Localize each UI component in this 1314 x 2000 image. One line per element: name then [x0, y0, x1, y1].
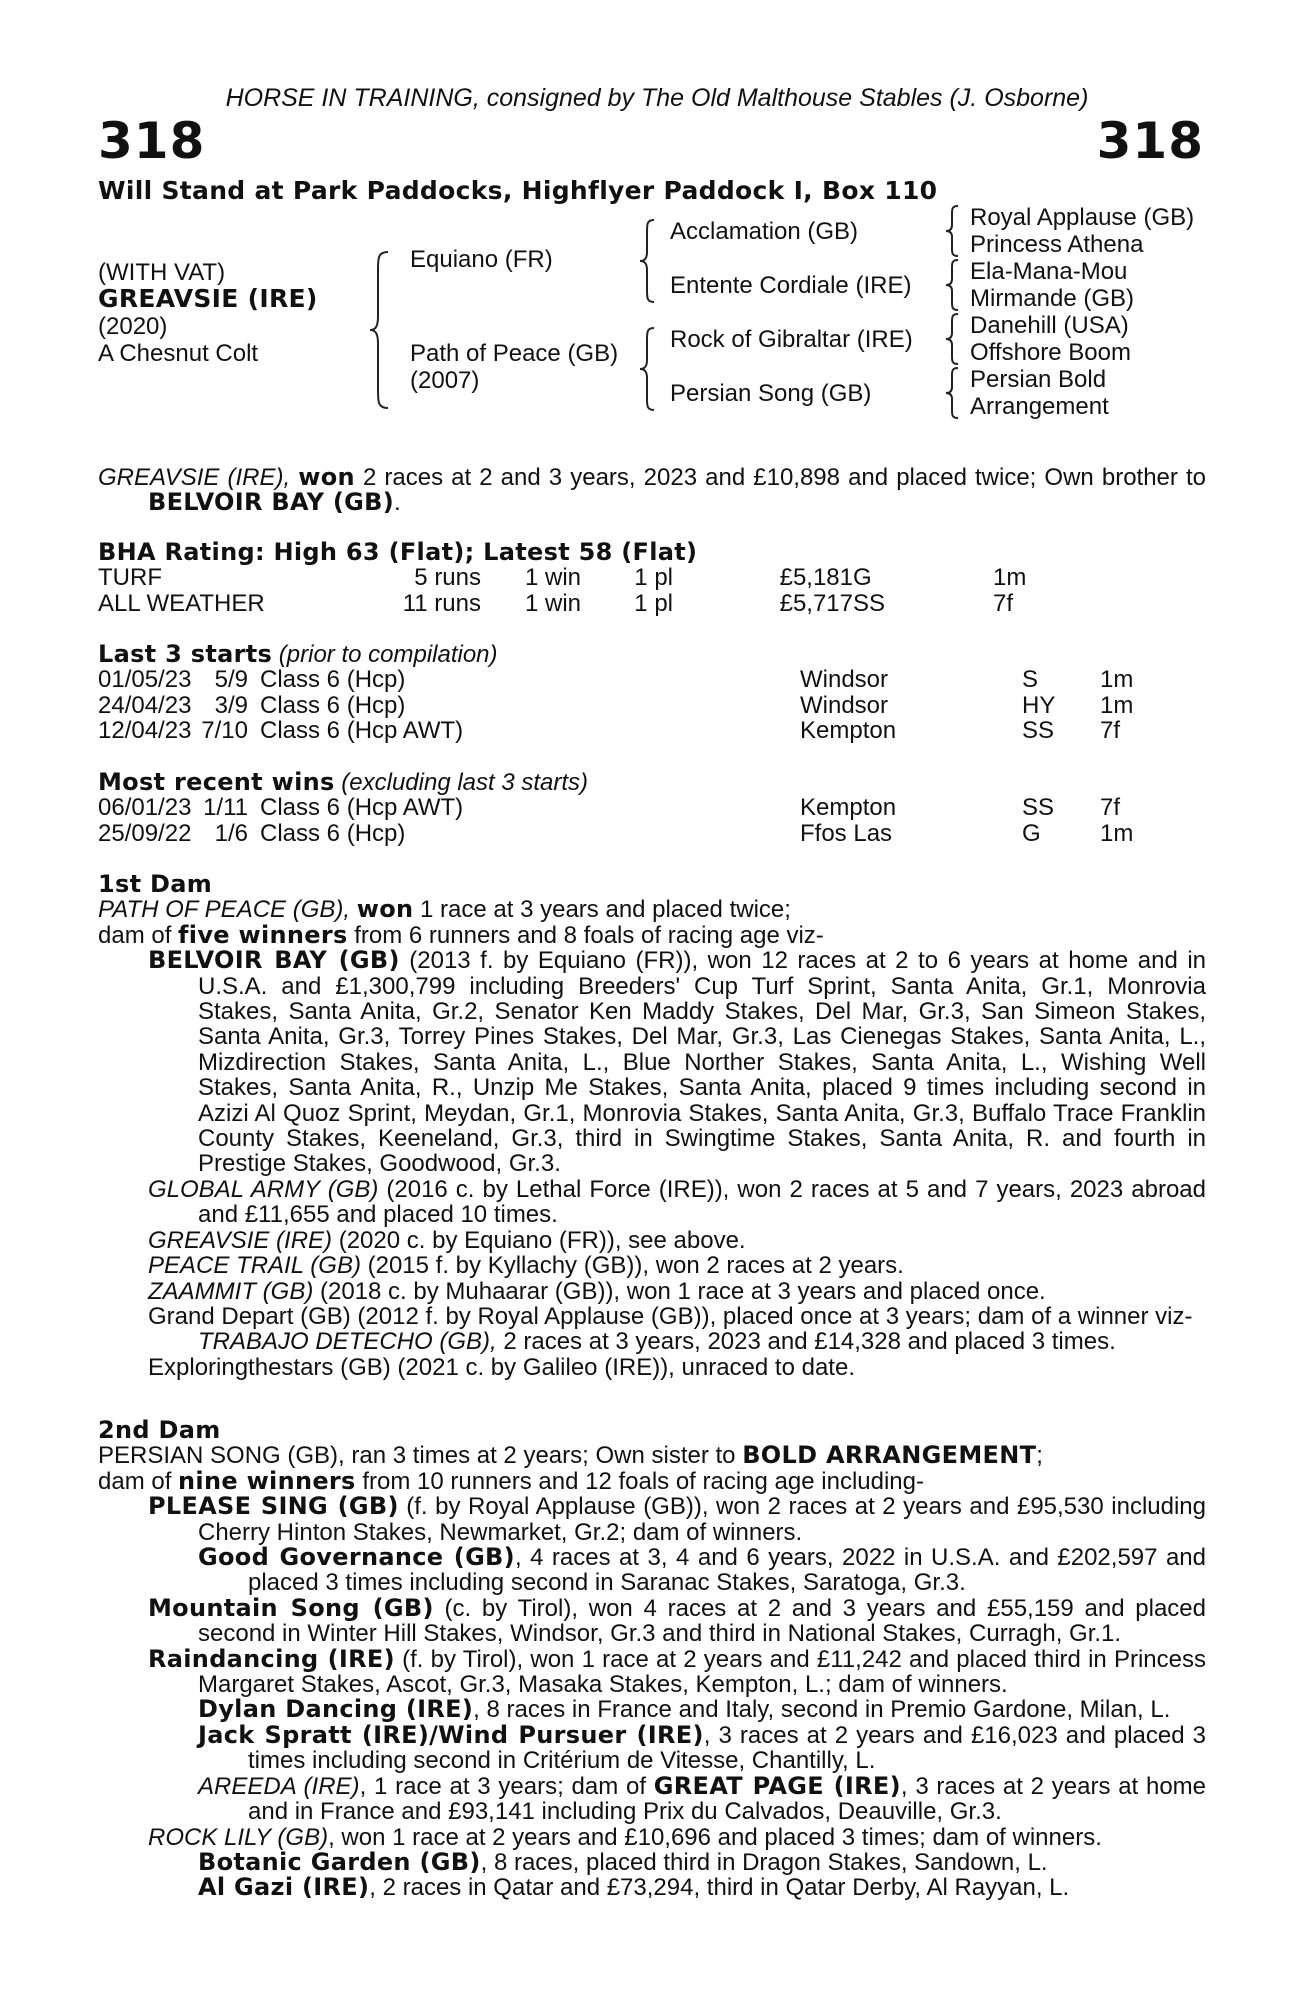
- last3-table: [98, 667, 1180, 743]
- last3-date: 12/04/23: [98, 717, 192, 745]
- horse-description: A Chesnut Colt: [98, 340, 259, 367]
- bha-runs: 11 runs: [402, 589, 481, 617]
- recent-row: [98, 795, 1180, 820]
- second-dam-section: [98, 1418, 1206, 1901]
- dam1-progeny-a: dam of: [98, 921, 179, 949]
- bha-pl: 1 pl: [634, 564, 673, 592]
- recent-course: Ffos Las: [800, 819, 893, 847]
- recent-dist: 7f: [1100, 794, 1121, 822]
- mountain-song-name: Mountain Song (GB): [148, 1593, 434, 1622]
- lot-number-left: 318: [98, 112, 206, 170]
- bha-section: [98, 540, 1206, 616]
- al-gazi-name: Al Gazi (IRE): [198, 1873, 370, 1902]
- last3-note: (prior to compilation): [278, 641, 498, 668]
- last3-course: Windsor: [800, 666, 889, 694]
- stand-location: Will Stand at Park Paddocks, Highflyer Paddock I, Box 110: [98, 176, 938, 205]
- bha-row: [98, 565, 1113, 590]
- belvoir-bay-name: BELVOIR BAY (GB): [148, 946, 400, 975]
- bha-wins: 1 win: [524, 564, 581, 592]
- last3-course: Kempton: [800, 717, 897, 745]
- recent-date: 25/09/22: [98, 819, 192, 847]
- consignor-header: HORSE IN TRAINING, consigned by The Old Malthouse Stables (J. Osborne): [225, 84, 1089, 112]
- dylan-dancing-name: Dylan Dancing (IRE): [198, 1695, 474, 1724]
- summary-won: won: [298, 463, 355, 491]
- horse-name: GREAVSIE (IRE): [98, 284, 318, 313]
- horse-year: (2020): [98, 313, 168, 340]
- bha-wins: 1 win: [524, 589, 581, 617]
- recent-section: [98, 770, 1206, 846]
- bha-surface: ALL WEATHER: [98, 589, 265, 617]
- second-dam-heading: 2nd Dam: [98, 1416, 221, 1444]
- zaammit-text: (2018 c. by Muhaarar (GB)), won 1 race at 3 years and placed once.: [313, 1277, 1046, 1305]
- last3-pos: 5/9: [214, 666, 248, 694]
- raindancing-name: Raindancing (IRE): [148, 1644, 395, 1673]
- dam2-text-a: PERSIAN SONG (GB), ran 3 times at 2 years; Own sister to: [98, 1442, 743, 1470]
- last3-dist: 1m: [1100, 666, 1134, 694]
- dam1-won: won: [356, 895, 414, 924]
- lot-number-right: 318: [1096, 112, 1204, 170]
- first-dam-heading: 1st Dam: [98, 870, 213, 898]
- great-page-name: GREAT PAGE (IRE): [653, 1771, 901, 1800]
- raindancing-text: (f. by Tirol), won 1 race at 2 years and £11,242 and placed third in Princess Margaret Stakes, Ascot, Gr.3, Masaka Stakes, Kempton, L.; dam of winners.: [198, 1645, 1206, 1699]
- trabajo-detecho-name: TRABAJO DETECHO (GB),: [198, 1328, 497, 1356]
- last3-pos: 3/9: [214, 691, 248, 719]
- recent-row: [98, 821, 1180, 846]
- global-army-name: GLOBAL ARMY (GB): [148, 1175, 379, 1203]
- pedigree-dsd: Offshore Boom: [970, 339, 1131, 366]
- pedigree-dam-sire: Rock of Gibraltar (IRE): [670, 326, 913, 353]
- zaammit-name: ZAAMMIT (GB): [148, 1277, 314, 1305]
- last3-going: HY: [1022, 691, 1056, 719]
- recent-cls: Class 6 (Hcp AWT): [260, 794, 464, 822]
- bha-table: [98, 565, 1113, 616]
- please-sing-name: PLEASE SING (GB): [148, 1492, 399, 1521]
- pedigree-brace-ds: [944, 312, 962, 366]
- areeda-text-1: , 1 race at 3 years; dam of: [359, 1772, 654, 1800]
- good-governance-text: , 4 races at 3, 4 and 6 years, 2022 in U.S.A. and £202,597 and placed 3 times including second in Saranac Stakes, Saratoga, Gr.3.: [248, 1544, 1207, 1597]
- last3-cls: Class 6 (Hcp): [260, 691, 406, 719]
- pedigree-brace-ss: [944, 204, 962, 258]
- greavsie-name: GREAVSIE (IRE): [148, 1226, 333, 1254]
- pedigree-ddd: Arrangement: [970, 393, 1109, 420]
- pedigree-sire-sire: Acclamation (GB): [670, 218, 859, 245]
- greavsie-text: (2020 c. by Equiano (FR)), see above.: [332, 1226, 746, 1254]
- mountain-song-text: (c. by Tirol), won 4 races at 2 and 3 years and £55,159 and placed second in Winter Hill Stakes, Windsor, Gr.3 and third in National Stakes, Curragh, Gr.1.: [198, 1594, 1207, 1648]
- trabajo-detecho-text: 2 races at 3 years, 2023 and £14,328 and placed 3 times.: [496, 1328, 1116, 1356]
- bha-dist: 1m: [993, 564, 1027, 592]
- last3-row: [98, 693, 1180, 718]
- jack-spratt-text: , 3 races at 2 years and £16,023 and placed 3 times including second in Critérium de Vitesse, Chantilly, L.: [248, 1721, 1206, 1775]
- pedigree-dds: Persian Bold: [970, 366, 1107, 393]
- bha-pl: 1 pl: [634, 589, 673, 617]
- dam2-progeny-c: from 10 runners and 12 foals of racing age including-: [355, 1467, 924, 1495]
- pedigree-dam: Path of Peace (GB): [410, 340, 619, 367]
- recent-pos: 1/11: [203, 794, 248, 822]
- areeda-name: AREEDA (IRE): [198, 1772, 360, 1800]
- dylan-dancing-text: , 8 races in France and Italy, second in Premio Gardone, Milan, L.: [473, 1696, 1171, 1724]
- summary-horse-name: GREAVSIE (IRE),: [98, 464, 291, 491]
- rock-lily-name: ROCK LILY (GB): [148, 1823, 329, 1851]
- please-sing-text: (f. by Royal Applause (GB)), won 2 races at 2 years and £95,530 including Cherry Hinton Stakes, Newmarket, Gr.2; dam of winners.: [198, 1493, 1206, 1546]
- last3-dist: 7f: [1100, 717, 1121, 745]
- exploringthestars-text: Exploringthestars (GB) (2021 c. by Galileo (IRE)), unraced to date.: [148, 1353, 855, 1381]
- bha-runs: 5 runs: [414, 564, 481, 592]
- recent-note: (excluding last 3 starts): [341, 769, 589, 796]
- belvoir-bay-text: (2013 f. by Equiano (FR)), won 12 races at 2 to 6 years at home and in U.S.A. and £1,300,799 including Breeders' Cup Turf Sprint, Santa Anita, Gr.1, Monrovia Stakes, Santa Anita, Gr.2, Senator Ken Maddy Stakes, Del Mar, Gr.3, San Simeon Stakes, Santa Anita, Gr.3, Torrey Pines Stakes, Del Mar, Gr.3, Las Cienegas Stakes, Santa Anita, L., Mizdirection Stakes, Santa Anita, L., Blue Norther Stakes, Santa Anita, L., Wishing Well Stakes, Santa Anita, R., Unzip Me Stakes, Santa Anita, placed 9 times including second in Azizi Al Quoz Sprint, Meydan, Gr.1, Monrovia Stakes, Santa Anita, Gr.3, Buffalo Trace Franklin County Stakes, Keeneland, Gr.3, third in Swingtime Stakes, Santa Anita, R. and fourth in Prestige Stakes, Goodwood, Gr.3.: [198, 947, 1207, 1178]
- recent-dist: 1m: [1100, 819, 1134, 847]
- peace-trail-text: (2015 f. by Kyllachy (GB)), won 2 races at 2 years.: [360, 1252, 904, 1280]
- with-vat-label: (WITH VAT): [98, 259, 226, 286]
- last3-pos: 7/10: [201, 717, 248, 745]
- bha-row: [98, 591, 1113, 616]
- pedigree-sdd: Mirmande (GB): [970, 285, 1135, 312]
- pedigree-sire-dam: Entente Cordiale (IRE): [670, 272, 912, 299]
- last3-section: [98, 642, 1206, 744]
- botanic-garden-text: , 8 races, placed third in Dragon Stakes, Sandown, L.: [480, 1848, 1048, 1876]
- bha-prize: £5,181: [779, 564, 853, 592]
- bha-prize: £5,717: [779, 589, 853, 617]
- botanic-garden-name: Botanic Garden (GB): [198, 1847, 481, 1876]
- pedigree-dss: Danehill (USA): [970, 312, 1129, 339]
- recent-pos: 1/6: [214, 819, 248, 847]
- pedigree-dam-dam: Persian Song (GB): [670, 380, 872, 407]
- pedigree-sire: Equiano (FR): [410, 246, 553, 273]
- last3-going: S: [1022, 666, 1039, 694]
- peace-trail-name: PEACE TRAIL (GB): [148, 1252, 361, 1280]
- recent-table: [98, 795, 1180, 846]
- dam2-progeny-count: nine winners: [178, 1466, 356, 1495]
- pedigree-brace-gen1: [368, 250, 392, 410]
- rock-lily-text: , won 1 race at 2 years and £10,696 and placed 3 times; dam of winners.: [328, 1823, 1102, 1851]
- bha-surface: TURF: [98, 564, 162, 592]
- dam1-text: 1 race at 3 years and placed twice;: [413, 896, 791, 924]
- pedigree-sds: Ela-Mana-Mou: [970, 258, 1128, 285]
- recent-going: SS: [1022, 794, 1055, 822]
- horse-summary: [98, 465, 1206, 516]
- good-governance-name: Good Governance (GB): [198, 1543, 515, 1572]
- recent-course: Kempton: [800, 794, 897, 822]
- pedigree-brace-sd: [944, 258, 962, 312]
- bha-dist: 7f: [993, 589, 1014, 617]
- last3-cls: Class 6 (Hcp AWT): [260, 717, 464, 745]
- summary-text: 2 races at 2 and 3 years, 2023 and £10,898 and placed twice; Own brother to: [354, 464, 1206, 491]
- bha-going: SS: [853, 589, 886, 617]
- last3-dist: 1m: [1100, 691, 1134, 719]
- pedigree-brace-dam: [638, 326, 658, 412]
- pedigree-ssd: Princess Athena: [970, 231, 1144, 258]
- dam1-name: PATH OF PEACE (GB),: [98, 896, 351, 924]
- last3-date: 01/05/23: [98, 666, 192, 694]
- recent-going: G: [1022, 819, 1041, 847]
- pedigree-sss: Royal Applause (GB): [970, 204, 1195, 231]
- last3-course: Windsor: [800, 691, 889, 719]
- dam1-progeny-count: five winners: [178, 920, 348, 949]
- summary-brother: BELVOIR BAY (GB): [148, 488, 395, 517]
- recent-heading: Most recent wins: [98, 768, 335, 796]
- recent-date: 06/01/23: [98, 794, 192, 822]
- last3-row: [98, 667, 1180, 692]
- dam2-progeny-a: dam of: [98, 1467, 179, 1495]
- bha-going: G: [853, 564, 872, 592]
- dam1-progeny-c: from 6 runners and 8 foals of racing age viz-: [347, 921, 824, 949]
- last3-row: [98, 718, 1180, 743]
- last3-heading: Last 3 starts: [98, 640, 273, 668]
- grand-depart-text: Grand Depart (GB) (2012 f. by Royal Applause (GB)), placed once at 3 years; dam of a winner viz-: [148, 1302, 1193, 1330]
- first-dam-section: [98, 872, 1206, 1380]
- dam2-sister: BOLD ARRANGEMENT: [742, 1441, 1037, 1470]
- last3-date: 24/04/23: [98, 691, 192, 719]
- dam2-text-c: ;: [1036, 1442, 1043, 1470]
- jack-spratt-name: Jack Spratt (IRE)/Wind Pursuer (IRE): [198, 1720, 704, 1749]
- global-army-text: (2016 c. by Lethal Force (IRE)), won 2 races at 5 and 7 years, 2023 abroad and £11,655 and placed 10 times.: [198, 1175, 1206, 1229]
- last3-cls: Class 6 (Hcp): [260, 666, 406, 694]
- pedigree-brace-dd: [944, 366, 962, 420]
- pedigree-brace-sire: [638, 218, 658, 304]
- pedigree-dam-year: (2007): [410, 367, 480, 394]
- last3-going: SS: [1022, 717, 1055, 745]
- areeda-text-2: , 3 races at 2 years at home and in France and £93,141 including Prix du Calvados, Deauville, Gr.3.: [248, 1772, 1207, 1826]
- al-gazi-text: , 2 races in Qatar and £73,294, third in Qatar Derby, Al Rayyan, L.: [369, 1874, 1070, 1902]
- recent-cls: Class 6 (Hcp): [260, 819, 406, 847]
- bha-heading: BHA Rating: High 63 (Flat); Latest 58 (Flat): [98, 538, 698, 566]
- summary-end: .: [394, 489, 401, 517]
